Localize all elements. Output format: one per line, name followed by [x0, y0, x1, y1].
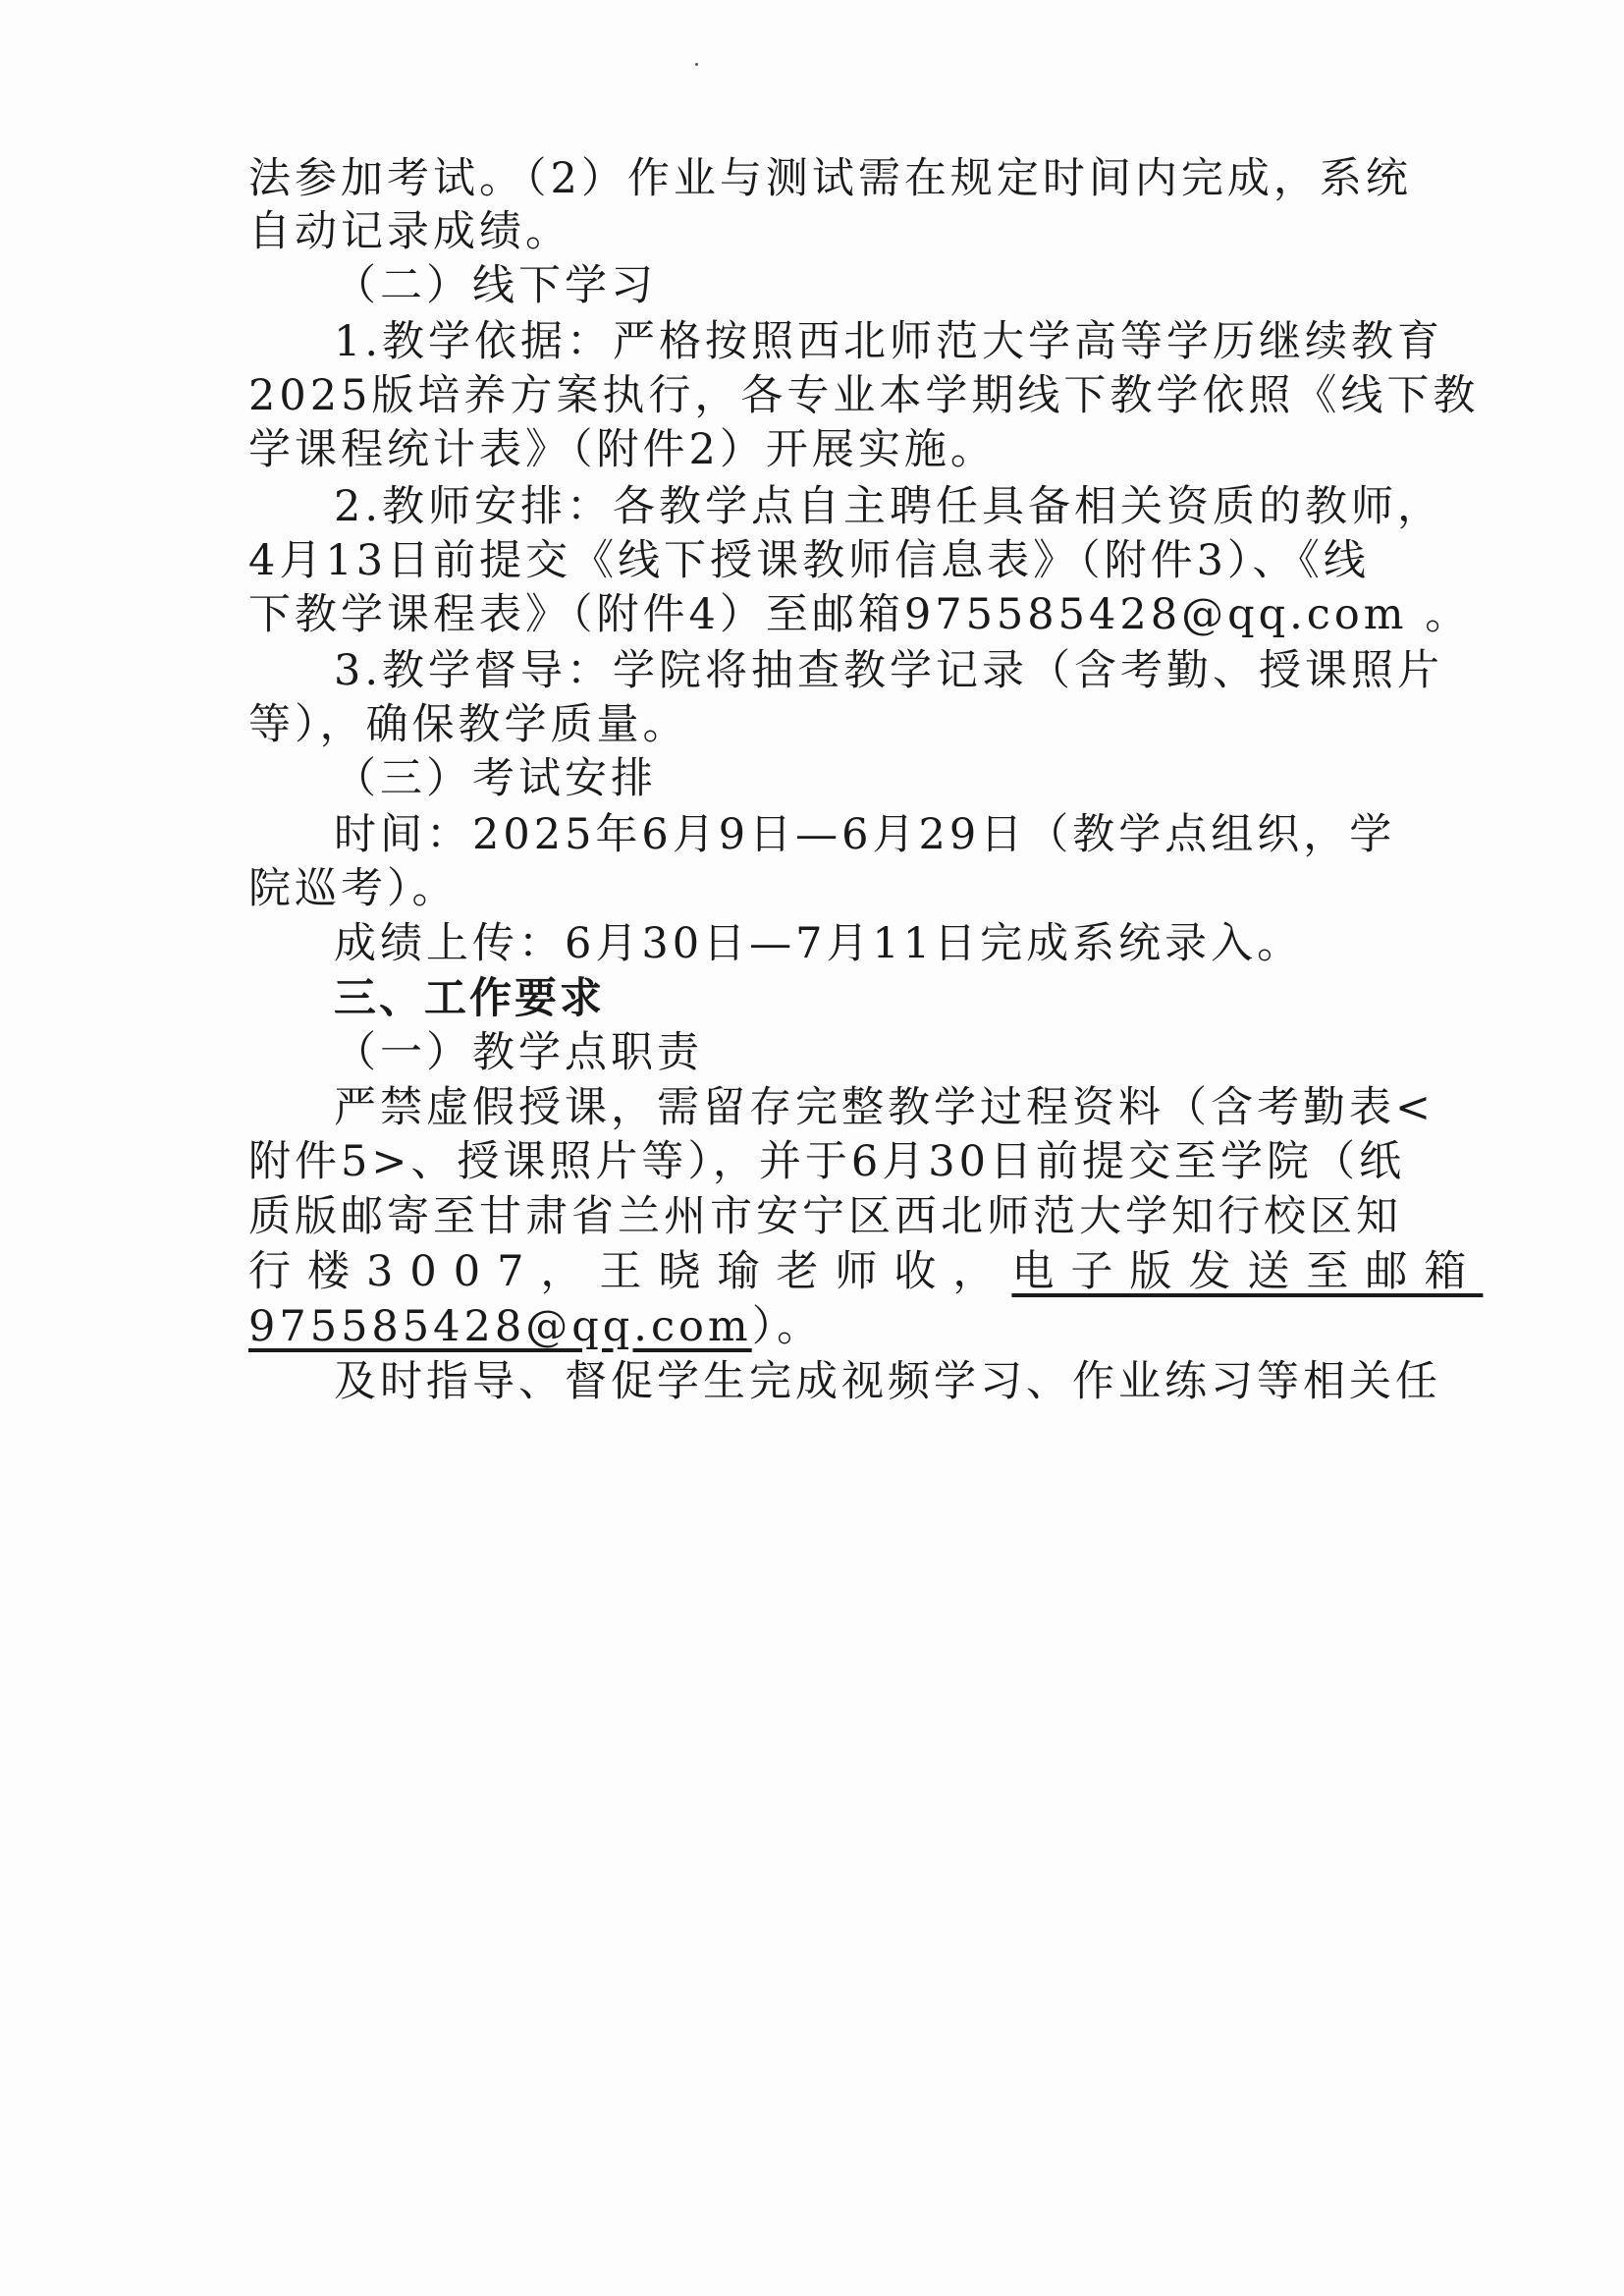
paragraph-line — [248, 1297, 1378, 1356]
paragraph-line: 附件5>、授课照片等），并于6月30日前提交至学院（纸 — [248, 1137, 1405, 1186]
paragraph-line — [248, 1242, 1484, 1301]
paragraph-line: 质版邮寄至甘肃省兰州市安宁区西北师范大学知行校区知 — [248, 1192, 1402, 1241]
paragraph-line: 2.教师安排：各教学点自主聘任具备相关资质的教师， — [334, 482, 1444, 531]
paragraph-line: 1.教学依据：严格按照西北师范大学高等学历继续教育 — [334, 317, 1444, 366]
paragraph-line: 及时指导、督促学生完成视频学习、作业练习等相关任 — [334, 1357, 1441, 1406]
section-heading: （二）线下学习 — [334, 261, 657, 310]
paragraph-line: 时间：2025年6月9日—6月29日（教学点组织，学 — [334, 810, 1396, 859]
paragraph-line: 学课程统计表》（附件2）开展实施。 — [248, 425, 997, 474]
scan-speck — [695, 63, 698, 66]
paragraph-line: 严禁虚假授课，需留存完整教学过程资料（含考勤表< — [334, 1083, 1435, 1132]
chapter-heading: 三、工作要求 — [334, 974, 605, 1023]
paragraph-line: 3.教学督导：学院将抽查教学记录（含考勤、授课照片 — [334, 646, 1444, 695]
line-tail: ）。 — [751, 1302, 824, 1351]
email-address: 975585428@qq.com — [248, 1302, 752, 1351]
paragraph-line: 成绩上传：6月30日—7月11日完成系统录入。 — [334, 919, 1304, 968]
section-heading: （一）教学点职责 — [334, 1028, 703, 1077]
paragraph-line: 自动记录成绩。 — [248, 207, 571, 256]
paragraph-line: 2025版培养方案执行，各专业本学期线下教学依照《线下教 — [248, 371, 1480, 420]
section-heading: （三）考试安排 — [334, 754, 657, 803]
paragraph-line: 等），确保教学质量。 — [248, 700, 689, 749]
paragraph-line: 下教学课程表》（附件4）至邮箱975585428@qq.com 。 — [248, 590, 1472, 639]
paragraph-line: 法参加考试。（2）作业与测试需在规定时间内完成，系统 — [248, 154, 1412, 203]
email-instruction-text: 电子版发送至邮箱 — [1011, 1247, 1484, 1296]
paragraph-line: 4月13日前提交《线下授课教师信息表》（附件3）、《线 — [248, 536, 1370, 585]
paragraph-line: 院巡考）。 — [248, 864, 459, 913]
address-text: 行楼3007，王晓瑜老师收， — [248, 1247, 1012, 1296]
